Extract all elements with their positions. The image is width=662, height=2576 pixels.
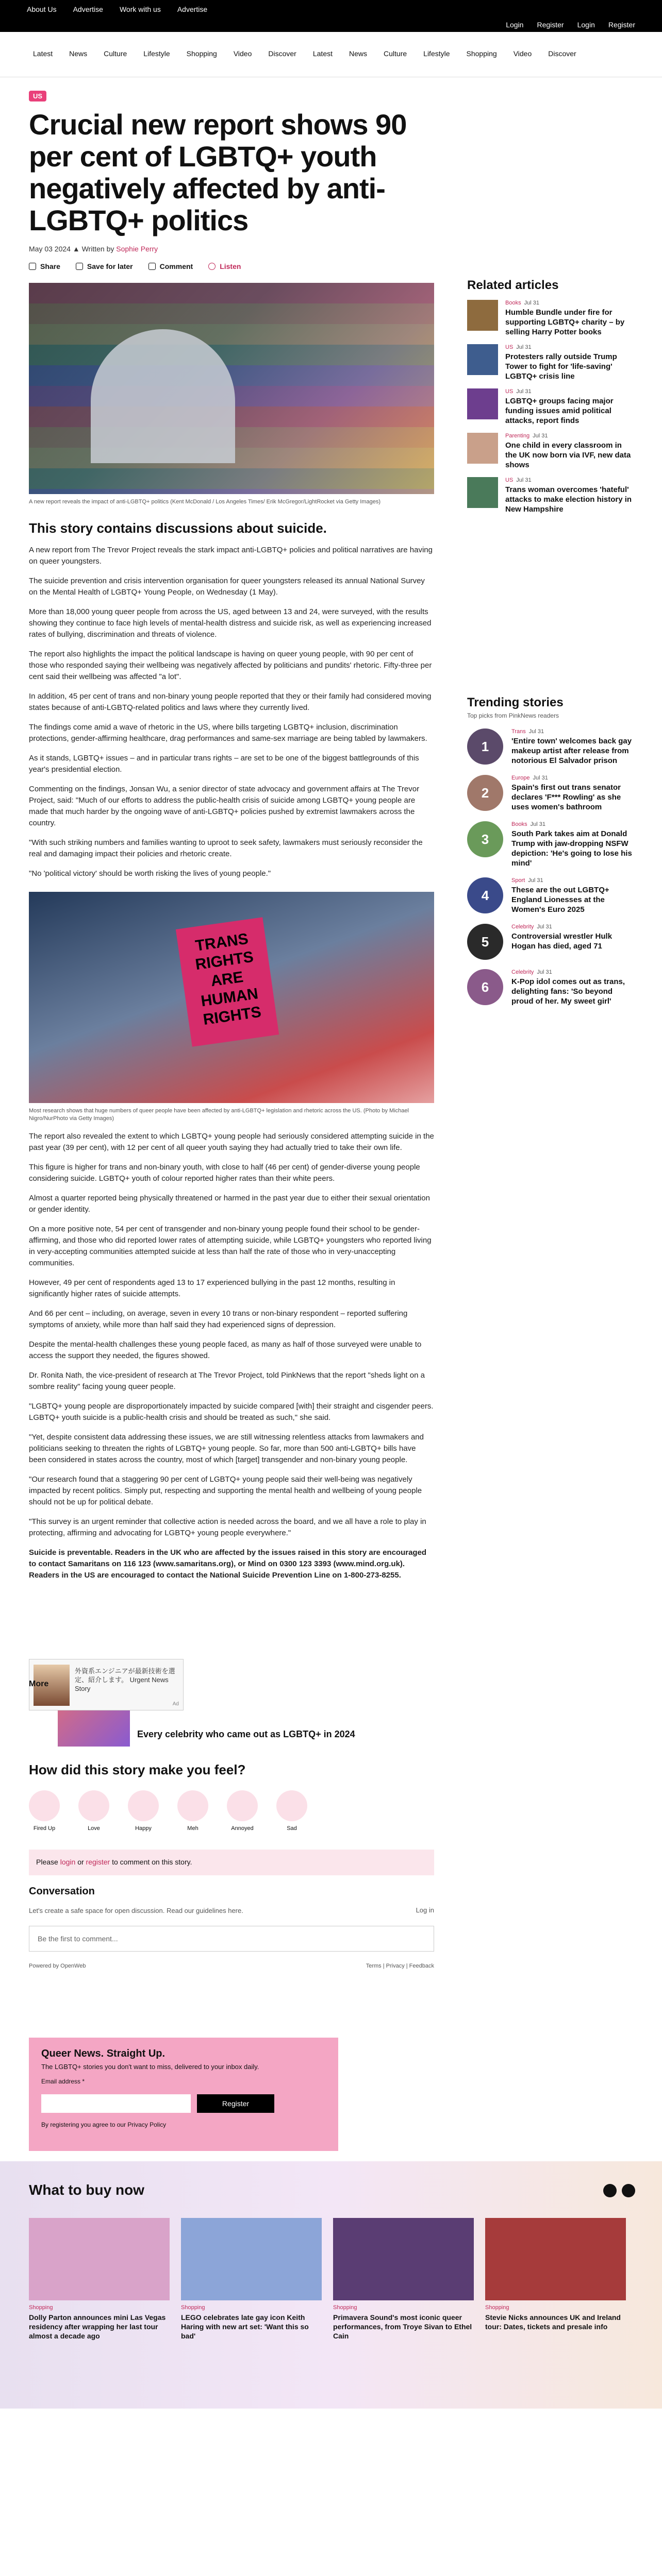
- annoyed-icon: [227, 1790, 258, 1821]
- trending-date: Jul 31: [533, 775, 548, 781]
- ad-text: 外資系エンジニアが最新技術を選定、紹介します。 Urgent News Story: [75, 1667, 175, 1692]
- buy-card[interactable]: [181, 2218, 322, 2341]
- trending-text: [511, 924, 635, 951]
- reaction-annoyed[interactable]: [227, 1790, 258, 1832]
- trending-cat: Books: [511, 821, 527, 827]
- related-heading: Related articles: [467, 278, 559, 292]
- related-date: Jul 31: [533, 433, 548, 439]
- related-text: [505, 433, 635, 470]
- related-thumbnail[interactable]: [467, 300, 498, 331]
- trending-rank: 3: [481, 832, 489, 847]
- trending-sub: Top picks from PinkNews readers: [467, 712, 559, 719]
- article-date: May 03 2024: [29, 245, 71, 253]
- trending-cat: Europe: [511, 775, 530, 781]
- related-category: [505, 477, 635, 483]
- reaction-fired-up[interactable]: [29, 1790, 60, 1832]
- trending-thumbnail[interactable]: [467, 821, 503, 857]
- trending-thumbnail[interactable]: [467, 728, 503, 765]
- buy-card-image[interactable]: [29, 2218, 170, 2300]
- article-title: Crucial new report shows 90 per cent of LGBTQ+ youth negatively affected by anti-LGBTQ+ politics: [29, 108, 407, 236]
- trending-cat: Celebrity: [511, 969, 534, 975]
- related-cat: Books: [505, 300, 521, 306]
- trending-heading: Trending stories: [467, 696, 564, 709]
- helpline-paragraph: Suicide is preventable. Readers in the UK who are affected by the issues raised in this story are encouraged to contact Samaritans on 116 123 (www.samaritans.org), or Mind on 0300 123 3393 (www.mind.org.uk). Readers in the US are encouraged to contact the National Suicide Prevention Line on 1-800-273-8255.: [29, 1548, 427, 1580]
- login-prompt-pre: Please: [36, 1858, 58, 1866]
- trending-text: [511, 821, 635, 868]
- paragraph: On a more positive note, 54 per cent of transgender and non-binary young people found their school to be gender-affirming, and those who did reported lower rates of attempting suicide, while LGBTQ+ youngsters who reported living in very-accepting communities attempted suicide at less than half the rate of those who in very-unaccepting communities.: [29, 1225, 432, 1267]
- nav-latest-2[interactable]: Latest: [312, 49, 333, 58]
- nav-lifestyle-2[interactable]: Lifestyle: [423, 49, 450, 58]
- paragraph: This figure is higher for trans and non-binary youth, with close to half (46 per cent) of gender-diverse young people considering suicide. LGBTQ+ youth of colour reported higher rates than their white peers.: [29, 1163, 420, 1183]
- share-icon: [29, 263, 36, 270]
- related-item[interactable]: [467, 433, 635, 470]
- paragraph: The report also revealed the extent to which LGBTQ+ young people had seriously considered attempting suicide in the past year (39 per cent), with 12 per cent of all queer youth saying they had actually tried to take their own life.: [29, 1132, 434, 1152]
- clock-icon: ▲: [72, 245, 80, 253]
- nav-shopping[interactable]: Shopping: [186, 49, 217, 58]
- trending-rank: 1: [481, 739, 489, 754]
- trending-thumbnail[interactable]: [467, 775, 503, 811]
- suicide-warning: This story contains discussions about suicide.: [29, 520, 327, 536]
- what-to-buy: [0, 2161, 662, 2409]
- comment-input[interactable]: Be the first to comment...: [29, 1926, 434, 1952]
- reaction-label: Annoyed: [231, 1825, 254, 1832]
- trending-item[interactable]: [467, 969, 635, 1006]
- paragraph: As it stands, LGBTQ+ issues – and in particular trans rights – are set to be one of the biggest battlegrounds of this year's presidential election.: [29, 754, 419, 774]
- reaction-label: Sad: [287, 1825, 297, 1832]
- related-text: [505, 344, 635, 381]
- save-label: Save for later: [87, 262, 133, 270]
- paragraph: The report also highlights the impact the political landscape is having on queer young people, with 90 per cent of those who responded saying their wellbeing was negatively affected by politicians and pundits' rhetoric. Fifty-three per cent said their wellbeing was affected "a lot".: [29, 650, 432, 681]
- trending-cat: Celebrity: [511, 924, 534, 930]
- reaction-meh[interactable]: [177, 1790, 208, 1832]
- related-title[interactable]: Trans woman overcomes 'hateful' attacks to make election history in New Hampshire: [505, 485, 632, 514]
- trending-rank: 5: [481, 934, 489, 950]
- nav-lifestyle[interactable]: Lifestyle: [143, 49, 170, 58]
- trending-thumbnail[interactable]: [467, 969, 503, 1005]
- related-item[interactable]: [467, 344, 635, 381]
- top-link-advertise-2[interactable]: Advertise: [177, 5, 208, 13]
- conversation: [29, 1886, 434, 1969]
- paragraph: More than 18,000 young queer people from across the US, aged between 13 and 24, were surveyed, with the results showing they continue to face high levels of mental-health distress and suicide risk, as well as experiencing increased rates of bullying, discrimination and threats of violence.: [29, 607, 432, 639]
- related-cat: Parenting: [505, 433, 530, 439]
- conversation-links[interactable]: Terms | Privacy | Feedback: [366, 1963, 434, 1969]
- trending-category: [511, 924, 635, 930]
- related-title[interactable]: LGBTQ+ groups facing major funding issues amid political attacks, report finds: [505, 397, 614, 425]
- trending-rank: 4: [481, 888, 489, 903]
- trending-title[interactable]: K-Pop idol comes out as trans, delighting fans: 'So beyond proud of her. My sweet girl': [511, 977, 625, 1006]
- privacy-note: By registering you agree to our Privacy Policy: [41, 2121, 167, 2128]
- related-text: [505, 388, 635, 426]
- related-title[interactable]: One child in every classroom in the UK now born via IVF, new data shows: [505, 441, 631, 469]
- reaction-happy[interactable]: [128, 1790, 159, 1832]
- more-heading: More: [29, 1680, 49, 1688]
- paragraph: "This survey is an urgent reminder that collective action is needed across the board, and we all have a role to play in protecting, affirming and advocating for LGBTQ+ young people everywhere.": [29, 1517, 426, 1537]
- powered-by: Powered by OpenWeb: [29, 1963, 86, 1969]
- trending-title[interactable]: 'Entire town' welcomes back gay makeup artist after release from notorious El Salvador prison: [511, 737, 632, 765]
- paragraph: The findings come amid a wave of rhetoric in the US, where bills targeting LGBTQ+ inclusion, discrimination protections, gender-affirming healthcare, drag performances and same-sex marriage are being tabled by lawmakers.: [29, 723, 427, 743]
- article-tag[interactable]: US: [29, 91, 46, 101]
- trending-date: Jul 31: [530, 821, 545, 827]
- smile-icon: [128, 1790, 159, 1821]
- paragraph: "Our research found that a staggering 90 per cent of LGBTQ+ young people said their well-being was negatively impacted by recent politics. Simply put, respecting and supporting the mental health and wellbeing of young people should not be up for political debate.: [29, 1475, 422, 1506]
- listen-button[interactable]: [208, 262, 241, 270]
- paragraph: Almost a quarter reported being physically threatened or harmed in the past year due to either their sexual orientation or gender identity.: [29, 1194, 430, 1214]
- related-text: [505, 477, 635, 514]
- nav-news-2[interactable]: News: [349, 49, 368, 58]
- paragraph: Commenting on the findings, Jonsan Wu, a senior director of state advocacy and government affairs at The Trevor Project, said: "Much of our efforts to address the public-health crisis of suicide among LGBTQ+ young people are made that much harder by the ongoing wave of anti-LGBTQ+ policies pushed by extremist lawmakers across the country.: [29, 785, 420, 827]
- related-date: Jul 31: [524, 300, 539, 306]
- related-category: [505, 344, 635, 350]
- ad-overlay[interactable]: [29, 1659, 184, 1710]
- buy-card-title[interactable]: Stevie Nicks announces UK and Ireland tour: Dates, tickets and presale info: [485, 2313, 621, 2331]
- paragraph: Despite the mental-health challenges these young people faced, as many as half of those surveyed were unable to access the support they needed, the figures showed.: [29, 1340, 422, 1360]
- related-cat: US: [505, 344, 514, 350]
- written-by-label: Written by: [81, 245, 114, 253]
- nav-culture[interactable]: Culture: [104, 49, 127, 58]
- trending-title[interactable]: These are the out LGBTQ+ England Lionesses at the Women's Euro 2025: [511, 886, 609, 914]
- related-date: Jul 31: [516, 388, 532, 395]
- related-thumbnail[interactable]: [467, 388, 498, 419]
- conversation-heading: Conversation: [29, 1886, 95, 1897]
- buy-card-image[interactable]: [485, 2218, 626, 2300]
- fire-icon: [29, 1790, 60, 1821]
- nav-shopping-2[interactable]: Shopping: [466, 49, 497, 58]
- reaction-label: Love: [88, 1825, 100, 1832]
- hero-caption: A new report reveals the impact of anti-LGBTQ+ politics (Kent McDonald / Los Angeles Times/ Erik McGregor/LightRocket via Getty Images): [29, 499, 380, 505]
- buy-card-title[interactable]: LEGO celebrates late gay icon Keith Haring with new art set: 'Want this so bad': [181, 2313, 309, 2340]
- trending-cat: Sport: [511, 877, 525, 884]
- login-prompt-link[interactable]: login: [60, 1858, 76, 1866]
- trending-item[interactable]: [467, 728, 635, 766]
- trending-title[interactable]: South Park takes aim at Donald Trump with jaw-dropping NSFW depiction: 'He's going to lose his mind': [511, 829, 632, 868]
- trending-stories: [467, 696, 635, 1006]
- related-articles: [467, 278, 635, 514]
- reaction-love[interactable]: [78, 1790, 109, 1832]
- top-link-work[interactable]: Work with us: [119, 5, 161, 13]
- hero-image: [29, 283, 434, 494]
- related-category: [505, 388, 635, 395]
- article-meta: [29, 245, 434, 253]
- buy-card-category: Shopping: [181, 2304, 205, 2311]
- top-link-about[interactable]: About Us: [27, 5, 57, 13]
- comment-label: Comment: [159, 262, 193, 270]
- email-input[interactable]: [41, 2094, 191, 2113]
- conversation-login[interactable]: Log in: [416, 1906, 434, 1914]
- reaction-label: Fired Up: [33, 1825, 56, 1832]
- ad-label: Ad: [172, 1701, 179, 1707]
- buy-heading: What to buy now: [29, 2182, 144, 2198]
- trending-text: [511, 728, 635, 766]
- newsletter: [29, 2038, 338, 2151]
- login-prompt: [29, 1850, 434, 1875]
- next-arrow-icon[interactable]: [622, 2184, 635, 2197]
- reaction-label: Meh: [187, 1825, 198, 1832]
- related-title[interactable]: Protesters rally outside Trump Tower to fight for 'life-saving' LGBTQ+ crisis line: [505, 352, 617, 381]
- related-item[interactable]: [467, 477, 635, 514]
- trending-date: Jul 31: [528, 877, 543, 884]
- paragraph: "With such striking numbers and families wanting to uproot to seek safety, lawmakers must seriously reconsider the real and damaging impact their policies and rhetoric create.: [29, 838, 423, 858]
- paragraph: Dr. Ronita Nath, the vice-president of research at The Trevor Project, told PinkNews that the report "sheds light on a sombre reality" facing young queer people.: [29, 1371, 425, 1391]
- login-prompt-post: to comment on this story.: [112, 1858, 192, 1866]
- article-body: [29, 545, 434, 1581]
- prev-arrow-icon[interactable]: [603, 2184, 617, 2197]
- paragraph: "No 'political victory' should be worth risking the lives of young people.": [29, 869, 271, 878]
- sad-icon: [276, 1790, 307, 1821]
- login-link-2[interactable]: Login: [577, 21, 595, 29]
- play-icon: [208, 263, 216, 270]
- email-label: Email address *: [41, 2078, 85, 2085]
- nav-video[interactable]: Video: [233, 49, 252, 58]
- paragraph: However, 49 per cent of respondents aged 13 to 17 experienced bullying in the past 12 months, resulting in significantly higher rates of suicide attempts.: [29, 1278, 395, 1298]
- related-title[interactable]: Humble Bundle under fire for supporting LGBTQ+ charity – by selling Harry Potter books: [505, 308, 625, 336]
- protest-image: [29, 892, 434, 1103]
- related-thumbnail[interactable]: [467, 433, 498, 464]
- newsletter-title: Queer News. Straight Up.: [41, 2048, 166, 2059]
- trending-date: Jul 31: [528, 728, 544, 735]
- paragraph: "Yet, despite consistent data addressing these issues, we are still witnessing relentless attacks from lawmakers and politicians seeking to threaten the rights of LGBTQ+ young people. So far, more than 500 anti-LGBTQ+ bills have been considered in states across the country, most of which [target] transgender and non-binary young people.: [29, 1433, 424, 1464]
- nav-news[interactable]: News: [69, 49, 88, 58]
- trending-category: [511, 728, 635, 735]
- reaction-label: Happy: [135, 1825, 152, 1832]
- article: [29, 82, 434, 1581]
- buy-card-title[interactable]: Primavera Sound's most iconic queer performances, from Troye Sivan to Ethel Cain: [333, 2313, 472, 2340]
- register-prompt-link[interactable]: register: [86, 1858, 110, 1866]
- buy-card[interactable]: [485, 2218, 626, 2341]
- buy-card-category: Shopping: [333, 2304, 357, 2311]
- reactions: [29, 1762, 434, 1832]
- paragraph: A new report from The Trevor Project reveals the stark impact anti-LGBTQ+ policies and political narratives are having on queer youngsters.: [29, 546, 433, 566]
- trending-item[interactable]: [467, 821, 635, 868]
- register-button[interactable]: Register: [197, 2094, 274, 2113]
- meh-icon: [177, 1790, 208, 1821]
- more-thumbnail[interactable]: [58, 1710, 130, 1747]
- related-item[interactable]: [467, 388, 635, 426]
- save-button[interactable]: [76, 262, 133, 270]
- register-link[interactable]: Register: [537, 21, 564, 29]
- buy-card-category: Shopping: [485, 2304, 509, 2311]
- buy-card-category: Shopping: [29, 2304, 53, 2311]
- paragraph: In addition, 45 per cent of trans and non-binary young people reported that they or their family had considered moving states because of anti-LGBTQ-related politics and laws where they currently lived.: [29, 692, 432, 712]
- nav-discover-2[interactable]: Discover: [548, 49, 576, 58]
- trending-title[interactable]: Spain's first out trans senator declares 'F*** Rowling' as she uses women's bathroom: [511, 783, 621, 811]
- share-label: Share: [40, 262, 60, 270]
- trending-date: Jul 31: [537, 924, 552, 930]
- paragraph: And 66 per cent – including, on average, seven in every 10 trans or non-binary respondent – reported suffering symptoms of anxiety, while more than half said they had experienced signs of depression.: [29, 1309, 408, 1329]
- related-item[interactable]: [467, 300, 635, 337]
- related-date: Jul 31: [516, 344, 532, 350]
- buy-card[interactable]: [29, 2218, 170, 2341]
- trending-category: [511, 969, 635, 975]
- section-nav: [0, 32, 662, 77]
- trending-item[interactable]: [467, 775, 635, 812]
- article-actions: [29, 262, 434, 270]
- heart-icon: [78, 1790, 109, 1821]
- related-thumbnail[interactable]: [467, 477, 498, 508]
- trending-item[interactable]: [467, 877, 635, 914]
- related-text: [505, 300, 635, 337]
- trending-item[interactable]: [467, 924, 635, 960]
- trending-thumbnail[interactable]: [467, 924, 503, 960]
- related-category: [505, 433, 635, 439]
- buy-card-image[interactable]: [181, 2218, 322, 2300]
- trending-category: [511, 821, 635, 827]
- trending-thumbnail[interactable]: [467, 877, 503, 913]
- related-thumbnail[interactable]: [467, 344, 498, 375]
- protest-caption: Most research shows that huge numbers of queer people have been affected by anti-LGBTQ+ legislation and rhetoric across the US. (Photo by Michael Nigro/NurPhoto via Getty Images): [29, 1108, 409, 1122]
- trending-title[interactable]: Controversial wrestler Hulk Hogan has died, aged 71: [511, 932, 613, 951]
- reaction-sad[interactable]: [276, 1790, 307, 1832]
- nav-culture-2[interactable]: Culture: [384, 49, 407, 58]
- buy-card-image[interactable]: [333, 2218, 474, 2300]
- conversation-hint: Let's create a safe space for open discussion. Read our guidelines here.: [29, 1907, 243, 1914]
- author-link[interactable]: Sophie Perry: [116, 245, 158, 253]
- buy-card-title[interactable]: Dolly Parton announces mini Las Vegas residency after wrapping her last tour almost a decade ago: [29, 2313, 166, 2340]
- newsletter-desc: The LGBTQ+ stories you don't want to miss, delivered to your inbox daily.: [41, 2063, 259, 2071]
- nav-latest[interactable]: Latest: [33, 49, 53, 58]
- related-category: [505, 300, 635, 306]
- nav-discover[interactable]: Discover: [268, 49, 296, 58]
- listen-label: Listen: [220, 262, 241, 270]
- related-date: Jul 31: [516, 477, 532, 483]
- login-prompt-or: or: [77, 1858, 84, 1866]
- trending-category: [511, 877, 635, 884]
- trending-category: [511, 775, 635, 781]
- bookmark-icon: [76, 263, 83, 270]
- share-button[interactable]: [29, 262, 60, 270]
- related-cat: US: [505, 477, 514, 483]
- paragraph: The suicide prevention and crisis intervention organisation for queer youngsters released its annual National Survey on the Mental Health of LGBTQ+ Young People, on Wednesday (1 May).: [29, 577, 425, 597]
- top-link-advertise[interactable]: Advertise: [73, 5, 103, 13]
- trending-rank: 6: [481, 979, 489, 995]
- trending-text: [511, 969, 635, 1006]
- trending-rank: 2: [481, 785, 489, 801]
- buy-card[interactable]: [333, 2218, 474, 2341]
- comment-button[interactable]: [148, 262, 193, 270]
- trending-cat: Trans: [511, 728, 526, 735]
- top-bar: [0, 0, 662, 32]
- trending-date: Jul 31: [537, 969, 552, 975]
- register-link-2[interactable]: Register: [608, 21, 635, 29]
- trending-text: [511, 775, 635, 812]
- protest-sign: TRANS RIGHTS ARE HUMAN RIGHTS: [176, 917, 279, 1046]
- login-link[interactable]: Login: [506, 21, 524, 29]
- related-cat: US: [505, 388, 514, 395]
- paragraph: "LGBTQ+ young people are disproportionately impacted by suicide compared [with] their straight and cisgender peers. LGBTQ+ youth suicide is a public-health crisis and should be treated as such," she said.: [29, 1402, 434, 1422]
- more-title[interactable]: Every celebrity who came out as LGBTQ+ in 2024: [137, 1729, 355, 1739]
- comment-icon: [148, 263, 156, 270]
- trending-text: [511, 877, 635, 914]
- reactions-heading: How did this story make you feel?: [29, 1762, 246, 1777]
- nav-video-2[interactable]: Video: [513, 49, 532, 58]
